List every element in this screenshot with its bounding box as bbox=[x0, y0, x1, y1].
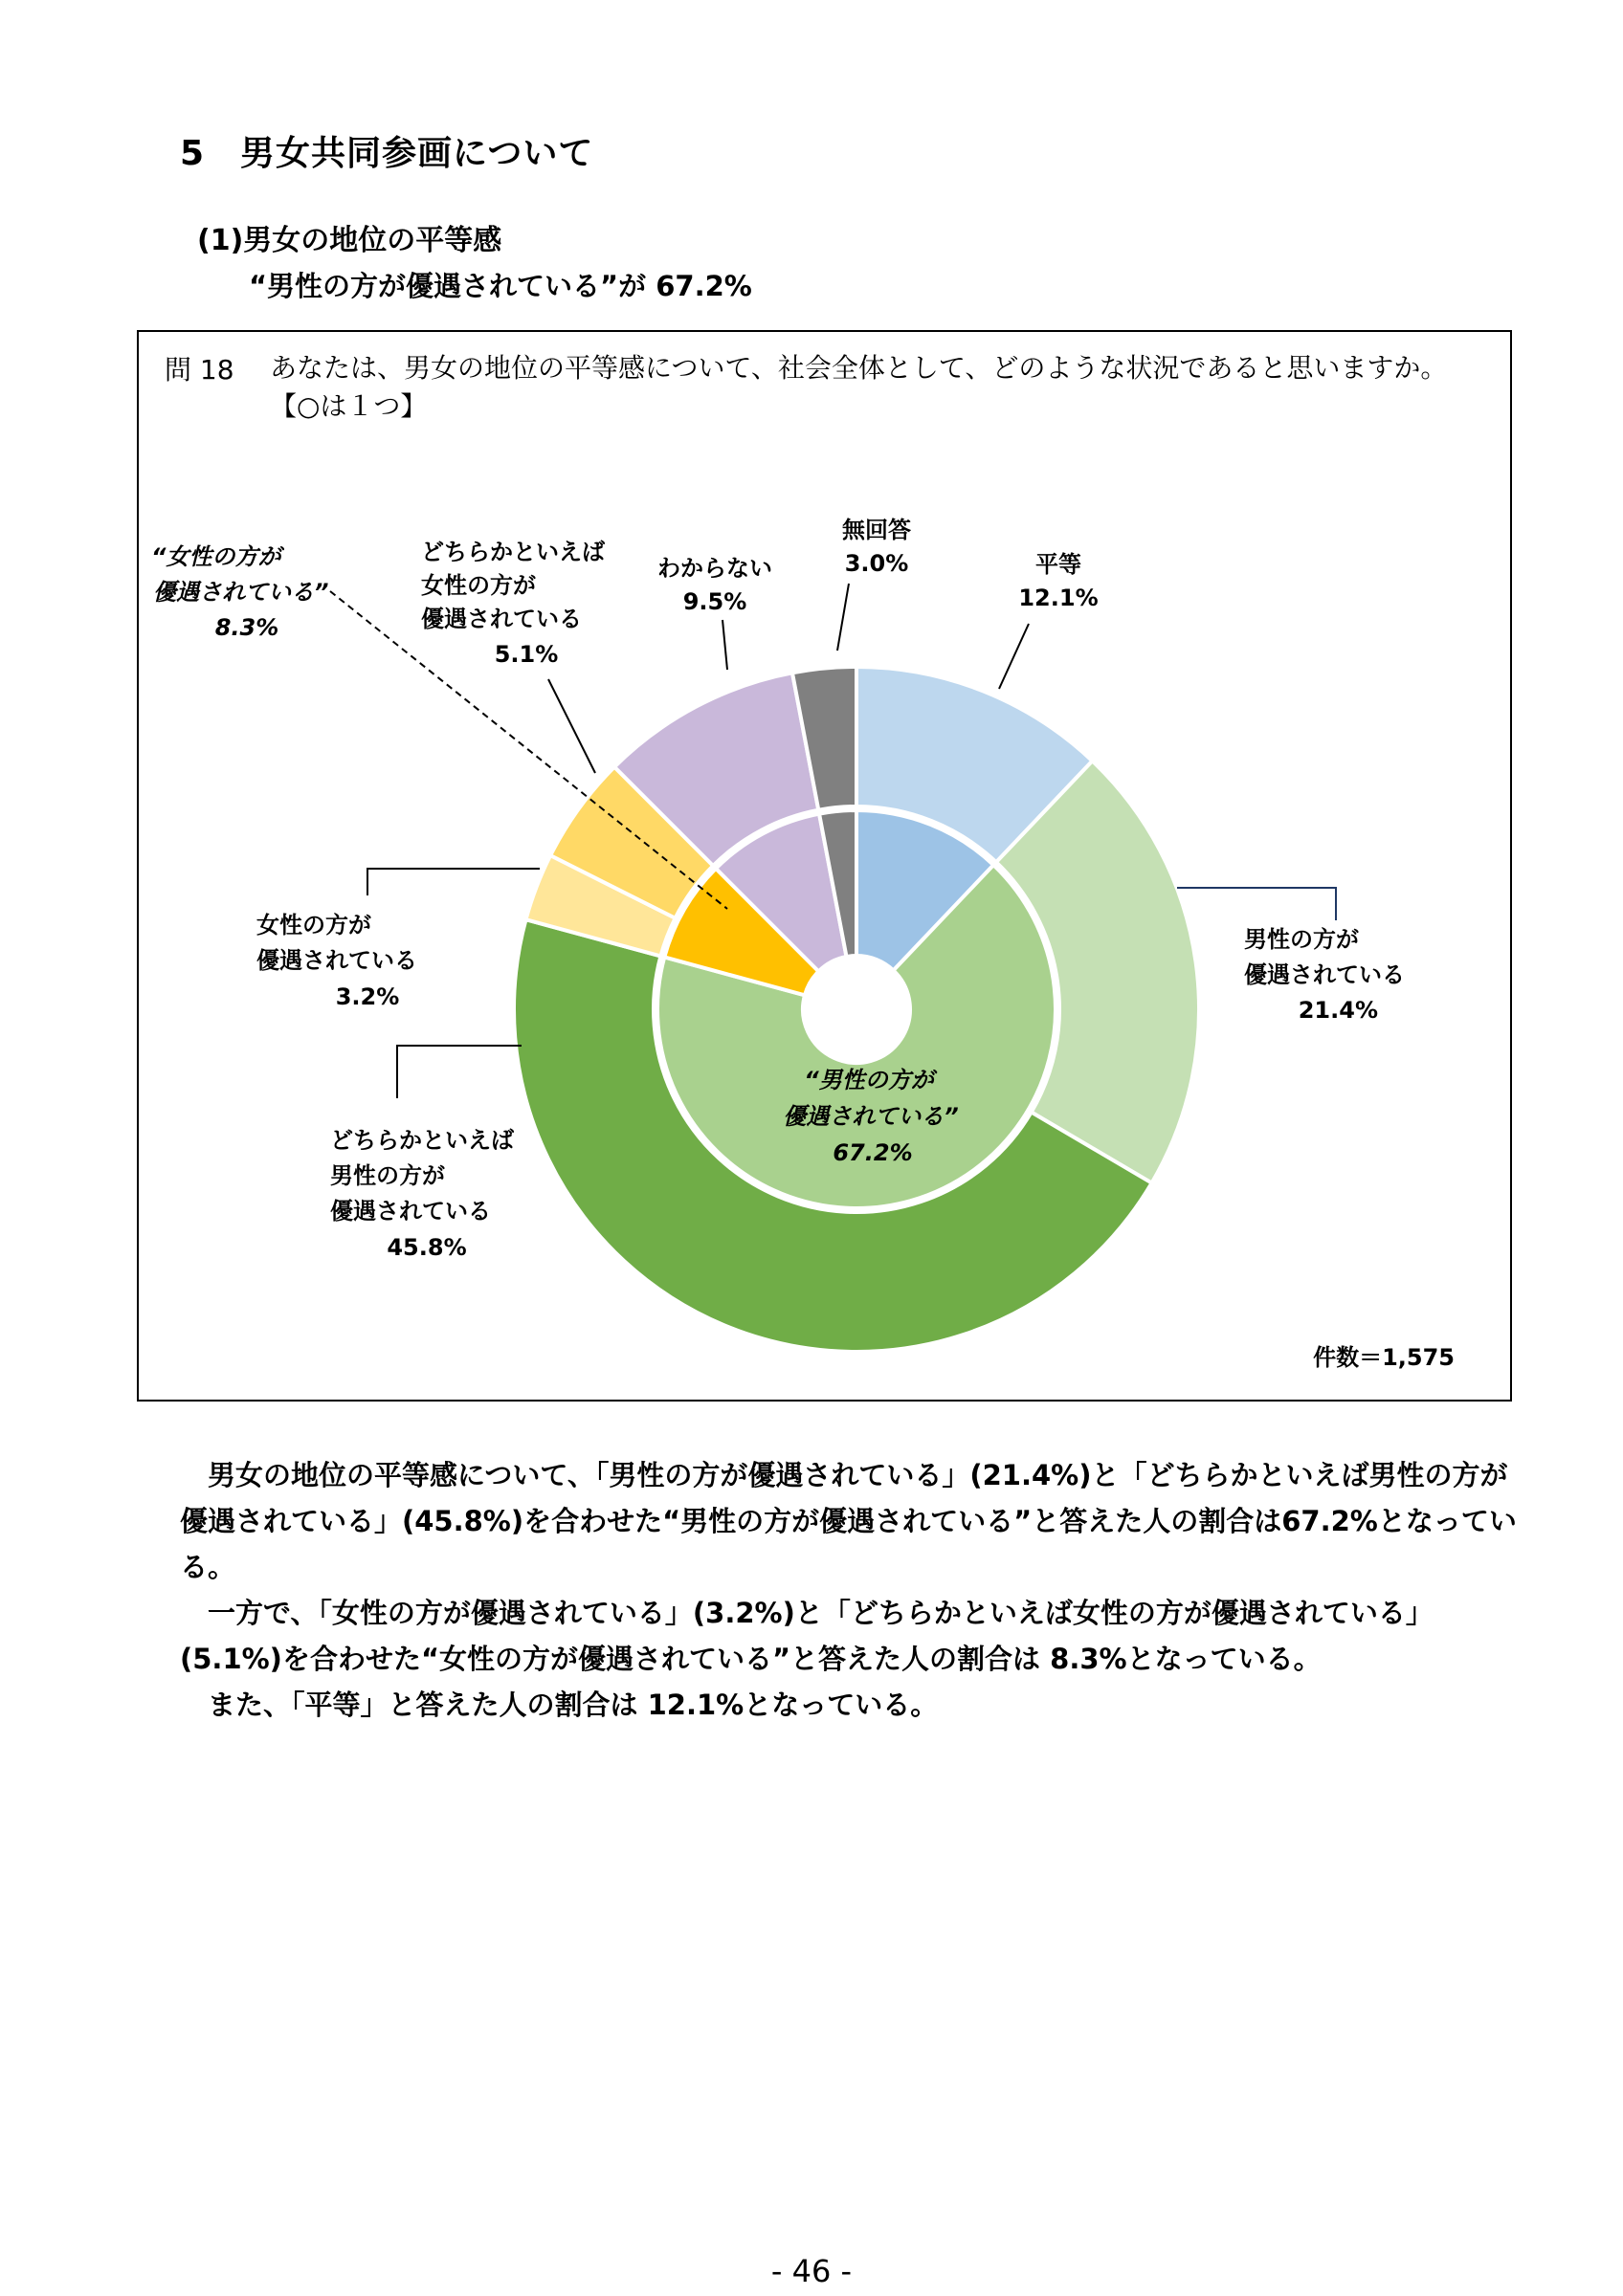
label-dochira-m-value: 45.8% bbox=[387, 1234, 467, 1261]
label-byodo-name: 平等 bbox=[1035, 551, 1081, 578]
label-f-total-value: 8.3% bbox=[214, 614, 279, 641]
section-title: 5 男女共同参画について bbox=[180, 134, 594, 173]
label-m-total-line1: “男性の方が bbox=[804, 1067, 934, 1093]
question-number: 問 18 bbox=[165, 354, 234, 386]
label-f-pref-value: 3.2% bbox=[335, 983, 400, 1010]
sample-size: 件数＝1,575 bbox=[1313, 1344, 1455, 1371]
label-dochira-f-line3: 優遇されている bbox=[421, 606, 582, 632]
leader-byodo bbox=[999, 624, 1029, 689]
leader-dochira-f bbox=[548, 679, 595, 773]
leader-m-pref bbox=[1177, 888, 1336, 920]
summary-paragraph: 男女の地位の平等感について、「男性の方が優遇されている」(21.4%)と「どちらかといえば男性の方が優遇されている」(45.8%)を合わせた“男性の方が優遇されている”と答えた人の割合は67.2%となっている。 bbox=[180, 1459, 1517, 1583]
subsection-title: (1)男女の地位の平等感 bbox=[197, 224, 502, 257]
summary-text bbox=[180, 1452, 1520, 1728]
summary-paragraph: また、「平等」と答えた人の割合は 12.1%となっている。 bbox=[180, 1689, 939, 1721]
label-f-total-line1: “女性の方が bbox=[151, 543, 281, 570]
headline: “男性の方が優遇されている”が 67.2% bbox=[249, 270, 752, 302]
label-m-total-value: 67.2% bbox=[833, 1139, 913, 1166]
leader-f-pref bbox=[367, 869, 540, 895]
label-dochira-m-line1: どちらかといえば bbox=[330, 1127, 514, 1154]
label-mushi-value: 3.0% bbox=[844, 550, 909, 577]
question-text: あなたは、男女の地位の平等感について、社会全体として、どのような状況であると思いますか。【○は１つ】 bbox=[270, 352, 1448, 422]
label-dochira-m-line3: 優遇されている bbox=[330, 1198, 491, 1225]
label-m-pref-line2: 優遇されている bbox=[1244, 961, 1405, 988]
label-f-pref-line1: 女性の方が bbox=[256, 912, 371, 938]
label-m-pref-line1: 男性の方が bbox=[1244, 926, 1359, 953]
leader-wakaranai bbox=[723, 620, 727, 670]
page-number: - 46 - bbox=[770, 2253, 853, 2289]
label-dochira-f-value: 5.1% bbox=[494, 641, 559, 668]
label-f-pref-line2: 優遇されている bbox=[256, 947, 417, 974]
leader-dochira-m bbox=[397, 1046, 522, 1098]
label-m-pref-value: 21.4% bbox=[1298, 997, 1378, 1024]
summary-paragraph: 一方で、「女性の方が優遇されている」(3.2%)と「どちらかといえば女性の方が優遇されている」(5.1%)を合わせた“女性の方が優遇されている”と答えた人の割合は 8.3%となっている。 bbox=[180, 1597, 1434, 1675]
leader-mushi bbox=[837, 584, 849, 651]
label-dochira-f-line2: 女性の方が bbox=[421, 572, 536, 599]
label-dochira-f-line1: どちらかといえば bbox=[421, 539, 605, 565]
label-f-total-line2: 優遇されている” bbox=[153, 579, 329, 606]
label-wakaranai-name: わからない bbox=[657, 555, 772, 582]
label-dochira-m-line2: 男性の方が bbox=[330, 1162, 445, 1189]
outer-ring bbox=[514, 667, 1199, 1352]
label-byodo-value: 12.1% bbox=[1018, 585, 1099, 611]
label-wakaranai-value: 9.5% bbox=[682, 588, 747, 615]
label-mushi-name: 無回答 bbox=[842, 517, 911, 543]
label-m-total-line2: 優遇されている” bbox=[783, 1103, 959, 1130]
